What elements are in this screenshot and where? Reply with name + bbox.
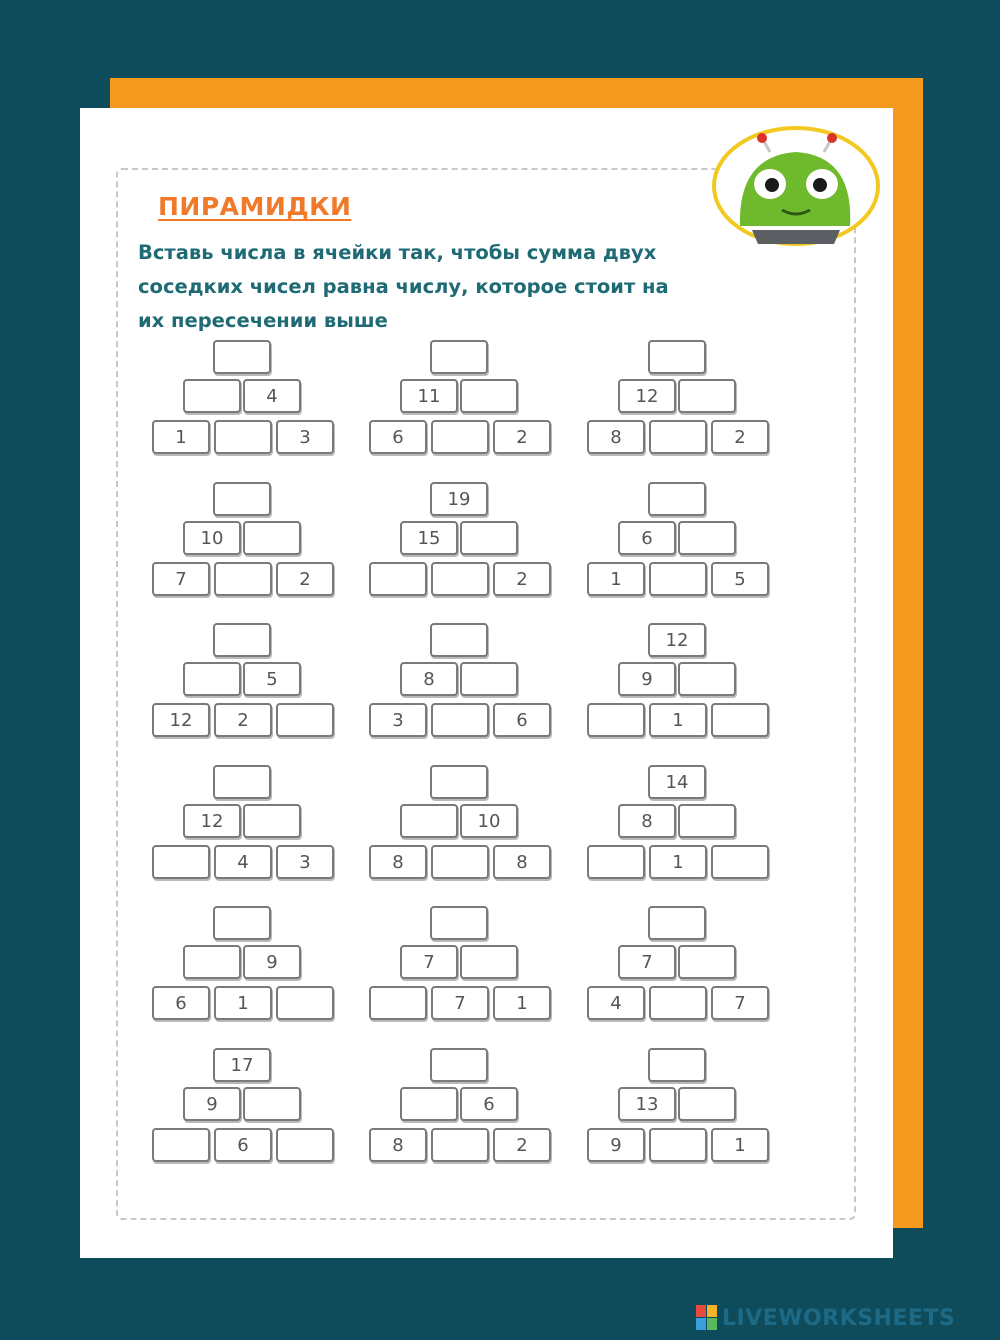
number-pyramid — [587, 482, 773, 600]
pyramid-top-cell[interactable] — [430, 1048, 488, 1082]
pyramid-top-cell[interactable] — [213, 906, 271, 940]
watermark-text: LIVEWORKSHEETS — [722, 1305, 956, 1331]
pyramid-middle-cell[interactable] — [243, 804, 301, 838]
pyramid-bottom-cell[interactable]: 6 — [214, 1128, 272, 1162]
pyramid-bottom-cell[interactable]: 3 — [276, 420, 334, 454]
pyramid-top-cell[interactable] — [213, 765, 271, 799]
pyramid-bottom-cell[interactable] — [711, 845, 769, 879]
pyramid-bottom-cell[interactable] — [276, 986, 334, 1020]
pyramid-bottom-cell[interactable]: 4 — [214, 845, 272, 879]
pyramid-bottom-cell[interactable]: 7 — [431, 986, 489, 1020]
pyramid-bottom-cell[interactable]: 12 — [152, 703, 210, 737]
pyramid-middle-cell[interactable]: 9 — [183, 1087, 241, 1121]
pyramid-middle-cell[interactable]: 8 — [618, 804, 676, 838]
pyramid-middle-cell[interactable]: 11 — [400, 379, 458, 413]
number-pyramid — [587, 1048, 773, 1166]
instructions-line: Вставь числа в ячейки так, чтобы сумма двух — [138, 241, 657, 264]
pyramid-bottom-cell[interactable]: 8 — [369, 1128, 427, 1162]
pyramid-middle-cell[interactable] — [678, 945, 736, 979]
pyramid-middle-cell[interactable]: 5 — [243, 662, 301, 696]
pyramid-bottom-cell[interactable] — [649, 986, 707, 1020]
pyramid-bottom-cell[interactable]: 5 — [711, 562, 769, 596]
number-pyramid — [152, 482, 338, 600]
pyramid-top-cell[interactable] — [213, 482, 271, 516]
pyramid-bottom-cell[interactable]: 7 — [711, 986, 769, 1020]
pyramid-bottom-cell[interactable]: 8 — [369, 845, 427, 879]
pyramid-middle-cell[interactable] — [678, 379, 736, 413]
pyramid-middle-cell[interactable] — [460, 662, 518, 696]
pyramid-top-cell[interactable] — [648, 482, 706, 516]
pyramid-middle-cell[interactable]: 12 — [183, 804, 241, 838]
liveworksheets-logo-icon — [696, 1305, 718, 1331]
pyramid-top-cell[interactable] — [648, 906, 706, 940]
pyramid-bottom-cell[interactable]: 2 — [493, 1128, 551, 1162]
pyramid-bottom-cell[interactable]: 2 — [493, 420, 551, 454]
pyramid-bottom-cell[interactable] — [214, 420, 272, 454]
pyramid-bottom-cell[interactable] — [649, 420, 707, 454]
pyramid-middle-cell[interactable] — [243, 1087, 301, 1121]
pyramid-bottom-cell[interactable] — [214, 562, 272, 596]
pyramid-top-cell[interactable] — [430, 765, 488, 799]
pyramid-bottom-cell[interactable]: 3 — [369, 703, 427, 737]
pyramid-middle-cell[interactable] — [460, 379, 518, 413]
number-pyramid — [369, 765, 555, 883]
pyramid-bottom-cell[interactable]: 1 — [152, 420, 210, 454]
pyramid-middle-cell[interactable]: 10 — [460, 804, 518, 838]
pyramid-middle-cell[interactable]: 7 — [400, 945, 458, 979]
pyramid-middle-cell[interactable]: 6 — [618, 521, 676, 555]
pyramid-bottom-cell[interactable] — [369, 562, 427, 596]
pyramid-middle-cell[interactable] — [678, 1087, 736, 1121]
number-pyramid — [587, 340, 773, 458]
number-pyramid — [369, 1048, 555, 1166]
pyramid-bottom-cell[interactable]: 8 — [587, 420, 645, 454]
number-pyramid — [152, 340, 338, 458]
pyramid-bottom-cell[interactable]: 6 — [369, 420, 427, 454]
pyramid-middle-cell[interactable]: 4 — [243, 379, 301, 413]
pyramid-bottom-cell[interactable]: 2 — [711, 420, 769, 454]
pyramid-bottom-cell[interactable]: 7 — [152, 562, 210, 596]
pyramid-bottom-cell[interactable] — [369, 986, 427, 1020]
pyramid-middle-cell[interactable]: 8 — [400, 662, 458, 696]
pyramid-middle-cell[interactable] — [678, 521, 736, 555]
pyramid-middle-cell[interactable] — [678, 804, 736, 838]
pyramid-bottom-cell[interactable] — [152, 845, 210, 879]
pyramid-top-cell[interactable]: 19 — [430, 482, 488, 516]
pyramid-bottom-cell[interactable]: 1 — [649, 703, 707, 737]
pyramid-bottom-cell[interactable] — [431, 703, 489, 737]
pyramid-top-cell[interactable] — [648, 340, 706, 374]
pyramid-top-cell[interactable] — [430, 623, 488, 657]
number-pyramid — [152, 906, 338, 1024]
pyramid-bottom-cell[interactable]: 1 — [493, 986, 551, 1020]
pyramid-bottom-cell[interactable]: 1 — [587, 562, 645, 596]
pyramid-bottom-cell[interactable]: 9 — [587, 1128, 645, 1162]
pyramid-bottom-cell[interactable] — [431, 420, 489, 454]
pyramid-top-cell[interactable]: 14 — [648, 765, 706, 799]
number-pyramid — [369, 482, 555, 600]
robot-mascot-icon — [712, 126, 880, 246]
pyramid-top-cell[interactable] — [213, 623, 271, 657]
pyramid-bottom-cell[interactable] — [649, 1128, 707, 1162]
pyramid-bottom-cell[interactable]: 6 — [152, 986, 210, 1020]
pyramid-middle-cell[interactable]: 15 — [400, 521, 458, 555]
pyramid-bottom-cell[interactable]: 6 — [493, 703, 551, 737]
pyramid-middle-cell[interactable] — [678, 662, 736, 696]
number-pyramid — [369, 340, 555, 458]
pyramid-bottom-cell[interactable] — [431, 845, 489, 879]
pyramid-bottom-cell[interactable]: 8 — [493, 845, 551, 879]
instructions-text — [138, 236, 738, 338]
number-pyramid — [587, 906, 773, 1024]
pyramid-bottom-cell[interactable] — [431, 1128, 489, 1162]
pyramid-middle-cell[interactable]: 7 — [618, 945, 676, 979]
number-pyramid — [587, 765, 773, 883]
pyramid-bottom-cell[interactable] — [431, 562, 489, 596]
pyramid-top-cell[interactable] — [213, 340, 271, 374]
number-pyramid — [152, 1048, 338, 1166]
pyramid-middle-cell[interactable] — [460, 945, 518, 979]
pyramid-middle-cell[interactable]: 9 — [243, 945, 301, 979]
pyramid-middle-cell[interactable]: 9 — [618, 662, 676, 696]
pyramid-middle-cell[interactable] — [243, 521, 301, 555]
number-pyramid — [587, 623, 773, 741]
worksheet-title: ПИРАМИДКИ — [158, 192, 352, 221]
pyramid-middle-cell[interactable]: 6 — [460, 1087, 518, 1121]
pyramid-top-cell[interactable]: 12 — [648, 623, 706, 657]
number-pyramid — [152, 765, 338, 883]
pyramid-middle-cell[interactable]: 10 — [183, 521, 241, 555]
pyramid-bottom-cell[interactable]: 2 — [214, 703, 272, 737]
pyramid-bottom-cell[interactable]: 1 — [649, 845, 707, 879]
pyramid-top-cell[interactable]: 17 — [213, 1048, 271, 1082]
pyramid-top-cell[interactable] — [430, 340, 488, 374]
pyramid-bottom-cell[interactable] — [587, 703, 645, 737]
pyramid-middle-cell[interactable] — [460, 521, 518, 555]
pyramid-top-cell[interactable] — [648, 1048, 706, 1082]
pyramid-middle-cell[interactable] — [183, 662, 241, 696]
number-pyramid — [152, 623, 338, 741]
number-pyramid — [369, 906, 555, 1024]
pyramid-bottom-cell[interactable]: 1 — [711, 1128, 769, 1162]
instructions-line: их пересечении выше — [138, 309, 388, 332]
number-pyramid — [369, 623, 555, 741]
pyramid-bottom-cell[interactable]: 3 — [276, 845, 334, 879]
pyramid-bottom-cell[interactable]: 2 — [493, 562, 551, 596]
pyramid-bottom-cell[interactable] — [276, 1128, 334, 1162]
pyramid-bottom-cell[interactable] — [152, 1128, 210, 1162]
pyramid-bottom-cell[interactable] — [711, 703, 769, 737]
pyramid-bottom-cell[interactable]: 4 — [587, 986, 645, 1020]
pyramid-bottom-cell[interactable] — [587, 845, 645, 879]
pyramid-middle-cell[interactable] — [400, 804, 458, 838]
pyramid-middle-cell[interactable] — [400, 1087, 458, 1121]
pyramid-middle-cell[interactable] — [183, 945, 241, 979]
pyramid-bottom-cell[interactable]: 1 — [214, 986, 272, 1020]
pyramid-top-cell[interactable] — [430, 906, 488, 940]
pyramid-bottom-cell[interactable] — [649, 562, 707, 596]
instructions-line: соседких чисел равна числу, которое стоит на — [138, 275, 669, 298]
pyramid-middle-cell[interactable] — [183, 379, 241, 413]
pyramid-middle-cell[interactable]: 12 — [618, 379, 676, 413]
pyramid-bottom-cell[interactable]: 2 — [276, 562, 334, 596]
pyramid-middle-cell[interactable]: 13 — [618, 1087, 676, 1121]
liveworksheets-watermark — [696, 1304, 955, 1332]
pyramid-bottom-cell[interactable] — [276, 703, 334, 737]
